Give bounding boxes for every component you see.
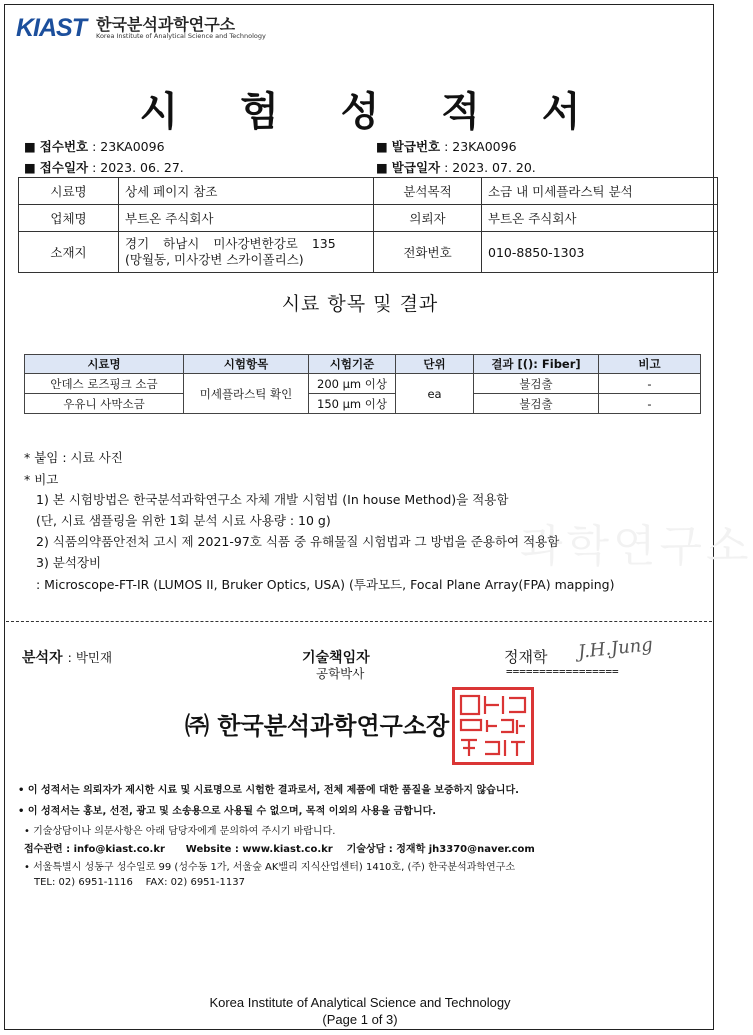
row2-standard: 150 μm 이상 (309, 394, 396, 414)
note-line5: : Microscope-FT-IR (LUMOS II, Bruker Optics, USA) (투과모드, Focal Plane Array(FPA) mapping) (36, 577, 615, 592)
issue-no-value: : 23KA0096 (444, 139, 517, 154)
fine-print-phone: TEL: 02) 6951-1116 FAX: 02) 6951-1137 (34, 877, 245, 888)
analyst-name: : 박민재 (67, 650, 113, 665)
col-standard: 시험기준 (309, 355, 396, 374)
address-label: 소재지 (19, 232, 119, 273)
row2-sample: 우유니 사막소금 (25, 394, 184, 414)
issue-date-label: 발급일자 (391, 160, 441, 175)
unit: ea (396, 374, 474, 414)
seal-stamp (452, 687, 534, 765)
signature-underline: ================= (506, 665, 619, 678)
receipt-no-label: 접수번호 (39, 139, 89, 154)
sample-name-value: 상세 페이지 참조 (119, 178, 374, 205)
kiast-logo: KIAST (16, 14, 86, 42)
receipt-date-label: 접수일자 (39, 160, 89, 175)
receipt-no (24, 137, 165, 155)
contact-line (24, 840, 535, 855)
fine-print-2: • 이 성적서는 홍보, 선전, 광고 및 소송용으로 사용될 수 없으며, 목적 이외의 사용을 금합니다. (18, 806, 437, 817)
analyst-label: 분석자 (22, 650, 63, 666)
address-line2: (망월동, 미사강변 스카이폴리스) (125, 252, 304, 267)
fine-print-1: • 이 성적서는 의뢰자가 제시한 시료 및 시료명으로 시험한 결과로서, 전체 제품에 대한 품질을 보증하지 않습니다. (18, 785, 519, 796)
issue-date (376, 158, 536, 176)
address-value (119, 232, 374, 273)
note-line3: 2) 식품의약품안전처 고시 제 2021-97호 식품 중 유해물질 시험법과 그 방법을 준용하여 적용함 (36, 534, 560, 549)
section-title: 시료 항목 및 결과 (281, 293, 439, 315)
footer-page: (Page 1 of 3) (322, 1012, 398, 1027)
col-result: 결과 [(): Fiber] (474, 355, 599, 374)
row1-note: - (599, 374, 701, 394)
issue-no-label: 발급번호 (391, 139, 441, 154)
col-unit: 단위 (396, 355, 474, 374)
row2-result: 불검출 (474, 394, 599, 414)
info-table (18, 177, 718, 273)
receipt-no-value: : 23KA0096 (92, 139, 165, 154)
purpose-label: 분석목적 (374, 178, 482, 205)
watermark: 과학연구소 (520, 521, 753, 572)
col-note: 비고 (599, 355, 701, 374)
company-value: 부트온 주식회사 (119, 205, 374, 232)
table-row (25, 394, 701, 414)
org-name-en: Korea Institute of Analytical Science and Technology (96, 32, 266, 40)
note-line2: (단, 시료 샘플링을 위한 1회 분석 시료 사용량 : 10 g) (36, 513, 331, 528)
document-title: 시 험 성 적 서 (139, 89, 605, 135)
bullet-icon: ■ (24, 139, 40, 154)
col-sample: 시료명 (25, 355, 184, 374)
receipt-date (24, 158, 184, 176)
client-value: 부트온 주식회사 (482, 205, 718, 232)
tech-manager-title: 공학박사 (316, 666, 365, 681)
issue-no (376, 137, 517, 155)
row1-standard: 200 μm 이상 (309, 374, 396, 394)
contact-tech[interactable]: 기술상담 : 정재학 jh3370@naver.com (346, 844, 535, 855)
results-table (24, 354, 701, 414)
fine-print-3: • 기술상담이나 의문사항은 아래 담당자에게 문의하여 주시기 바랍니다. (24, 826, 336, 837)
org-name-ko: 한국분석과학연구소 (96, 15, 236, 34)
purpose-value: 소금 내 미세플라스틱 분석 (482, 178, 718, 205)
note-line1: 1) 본 시험방법은 한국분석과학연구소 자체 개발 시험법 (In house Method)을 적용함 (36, 492, 509, 507)
address-line1: 경기 하남시 미사강변한강로 135 (125, 236, 336, 251)
issue-date-value: : 2023. 07. 20. (444, 160, 536, 175)
contact-email[interactable]: 접수관련 : info@kiast.co.kr (24, 844, 165, 855)
results-header-row (25, 355, 701, 374)
organization-head: ㈜ 한국분석과학연구소장 (185, 712, 450, 740)
note-remarks: * 비고 (24, 472, 59, 487)
contact-website[interactable]: Website : www.kiast.co.kr (185, 844, 333, 855)
note-line4: 3) 분석장비 (36, 555, 102, 570)
footer-org: Korea Institute of Analytical Science and Technology (209, 995, 511, 1010)
company-label: 업체명 (19, 205, 119, 232)
note-attach: * 붙임 : 시료 사진 (24, 450, 123, 465)
tech-manager-label: 기술책임자 (302, 650, 370, 666)
signature: J.H.Jung (577, 634, 654, 663)
receipt-date-value: : 2023. 06. 27. (92, 160, 184, 175)
phone-value: 010-8850-1303 (482, 232, 718, 273)
row1-sample: 안데스 로즈핑크 소금 (25, 374, 184, 394)
bullet-icon: ■ (376, 160, 392, 175)
sample-name-label: 시료명 (19, 178, 119, 205)
col-test-item: 시험항목 (184, 355, 309, 374)
row2-note: - (599, 394, 701, 414)
phone-label: 전화번호 (374, 232, 482, 273)
test-item: 미세플라스틱 확인 (184, 374, 309, 414)
row1-result: 불검출 (474, 374, 599, 394)
bullet-icon: ■ (376, 139, 392, 154)
client-label: 의뢰자 (374, 205, 482, 232)
analyst (22, 647, 112, 667)
fine-print-address: • 서울특별시 성동구 성수일로 99 (성수동 1가, 서울숲 AK밸리 지식산업센터) 1410호, (주) 한국분석과학연구소 (24, 862, 516, 873)
tech-manager-name: 정재학 (504, 648, 548, 666)
divider (6, 621, 712, 622)
bullet-icon: ■ (24, 160, 40, 175)
table-row (25, 374, 701, 394)
